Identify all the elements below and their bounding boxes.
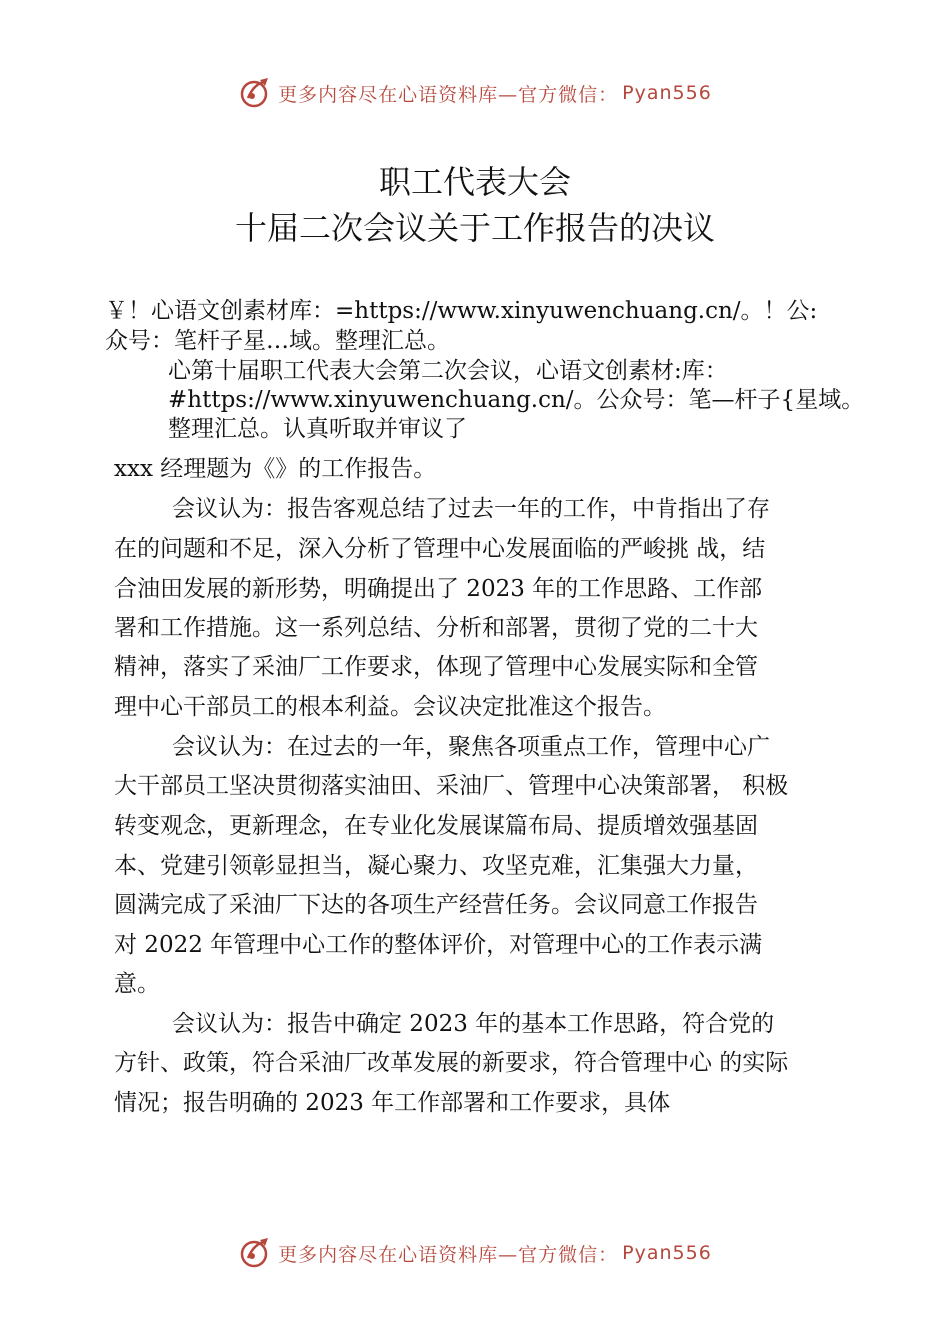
body-line: 意。 bbox=[114, 971, 160, 997]
body-line: 会议认为：报告客观总结了过去一年的工作，中肯指出了存 bbox=[172, 496, 770, 522]
body-line: 心第十届职工代表大会第二次会议，心语文创素材:库： bbox=[168, 358, 728, 384]
document-title-line-1: 职工代表大会 bbox=[378, 163, 571, 201]
body-line: 方针、政策，符合采油厂改革发展的新要求，符合管理中心 的实际 bbox=[114, 1050, 789, 1076]
document-title-line-2: 十届二次会议关于工作报告的决议 bbox=[234, 209, 715, 247]
body-line: 署和工作措施。这一系列总结、分析和部署，贯彻了党的二十大 bbox=[114, 615, 758, 641]
body-line: 会议认为：报告中确定 2023 年的基本工作思路，符合党的 bbox=[172, 1011, 775, 1037]
body-line: #https://www.xinyuwenchuang.cn/。公众号：笔—杆子{星域。 bbox=[168, 387, 865, 413]
body-line: 情况；报告明确的 2023 年工作部署和工作要求，具体 bbox=[114, 1090, 671, 1116]
watermark-text: 更多内容尽在心语资料库—官方微信： bbox=[278, 1243, 619, 1266]
watermark-id: Pyan556 bbox=[622, 1242, 712, 1264]
watermark-logo-icon bbox=[238, 1236, 272, 1270]
body-line: 圆满完成了采油厂下达的各项生产经营任务。会议同意工作报告 bbox=[114, 892, 758, 918]
body-line: 整理汇总。认真听取并审议了 bbox=[168, 416, 467, 442]
watermark-id: Pyan556 bbox=[622, 82, 712, 104]
watermark-banner-bottom bbox=[0, 1233, 950, 1273]
body-line: 大干部员工坚决贯彻落实油田、采油厂、管理中心决策部署， 积极 bbox=[114, 773, 789, 799]
watermark-text: 更多内容尽在心语资料库—官方微信： bbox=[278, 83, 619, 106]
body-line: 会议认为：在过去的一年，聚焦各项重点工作，管理中心广 bbox=[172, 734, 770, 760]
body-line: 众号：笔杆子星…域。整理汇总。 bbox=[105, 328, 450, 354]
body-line: 在的问题和不足，深入分析了管理中心发展面临的严峻挑 战，结 bbox=[114, 536, 766, 562]
body-line: 精神，落实了采油厂工作要求，体现了管理中心发展实际和全管 bbox=[114, 654, 758, 680]
body-line: 对 2022 年管理中心工作的整体评价，对管理中心的工作表示满 bbox=[114, 932, 763, 958]
body-line: 理中心干部员工的根本利益。会议决定批准这个报告。 bbox=[114, 694, 666, 720]
watermark-banner-top bbox=[0, 73, 950, 113]
body-line: 合油田发展的新形势，明确提出了 2023 年的工作思路、工作部 bbox=[114, 576, 763, 602]
body-line: 转变观念，更新理念，在专业化发展谋篇布局、提质增效强基固 bbox=[114, 813, 758, 839]
body-line: 本、党建引领彰显担当，凝心聚力、攻坚克难，汇集强大力量， bbox=[114, 853, 758, 879]
watermark-logo-icon bbox=[238, 76, 272, 110]
body-line: ￥！心语文创素材库：=https://www.xinyuwenchuang.cn/。！公: bbox=[105, 298, 818, 324]
body-line: xxx 经理题为《》的工作报告。 bbox=[114, 456, 437, 482]
